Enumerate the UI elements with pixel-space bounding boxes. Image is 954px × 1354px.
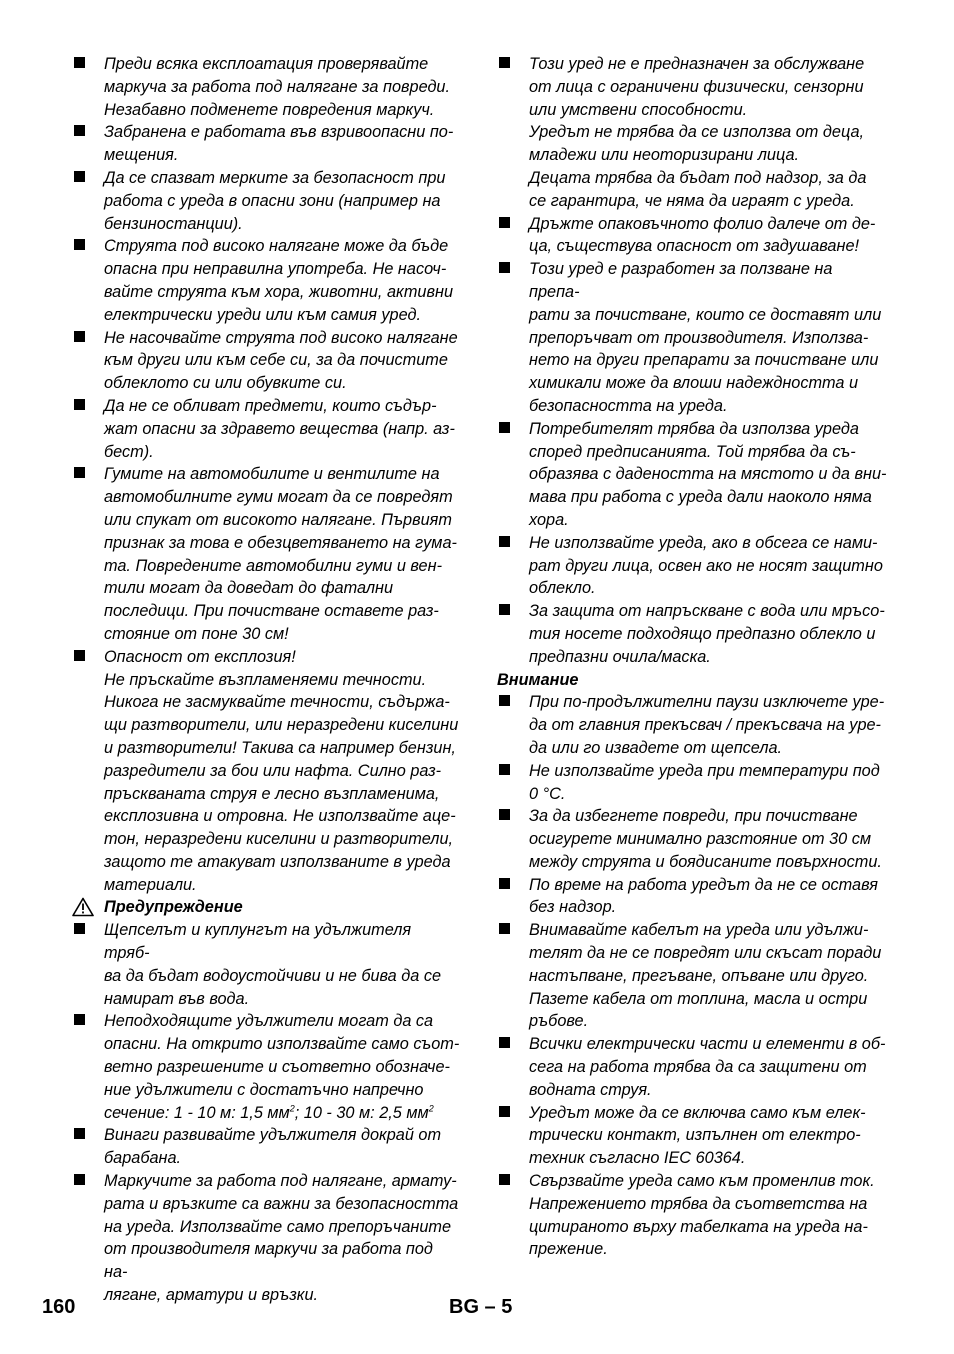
list-item bbox=[72, 1124, 460, 1170]
square-bullet-icon bbox=[74, 923, 85, 934]
square-bullet-icon bbox=[499, 422, 510, 433]
list-item bbox=[72, 1010, 460, 1124]
list-item-text: Внимавайте кабелът на уреда или удължи- телят да не се повредят или скъсат поради настъпване, прегъване, опъване или друго. Пазете кабела от топлина, масла и остри ръбове. bbox=[529, 921, 882, 1031]
list-item-text: Уредът може да се включва само към елек- трически контакт, изпълнен от електро- техник съгласно IEC 60364. bbox=[529, 1103, 866, 1168]
warning-heading: Предупреждение bbox=[104, 898, 243, 917]
square-bullet-icon bbox=[499, 878, 510, 889]
square-bullet-icon bbox=[74, 1128, 85, 1139]
list-item-text: Не насочвайте струята под високо налягане към други или към себе си, за да почистите облеклото си или обувките си. bbox=[104, 328, 458, 393]
list-item bbox=[497, 919, 887, 1033]
square-bullet-icon bbox=[74, 171, 85, 182]
list-item-text: Не използвайте уреда, ако в обсега се нами- рат други лица, освен ако не носят защитно облекло. bbox=[529, 533, 883, 598]
list-item-text: За да избегнете повреди, при почистване осигурете минимално разстояние от 30 см между струята и боядисаните повърхности. bbox=[529, 807, 882, 871]
list-item bbox=[497, 418, 887, 532]
list-item bbox=[72, 1170, 460, 1307]
list-item-text bbox=[104, 1010, 460, 1124]
list-item bbox=[497, 1102, 887, 1170]
square-bullet-icon bbox=[74, 650, 85, 661]
list-item-text: Свързвайте уреда само към променлив ток. Напрежението трябва да съответства на цитираното върху табелката на уреда на- прежение. bbox=[529, 1172, 875, 1259]
list-item-text: Всички електрически части и елементи в об- сега на работа трябва да са защитени от водната струя. bbox=[529, 1035, 886, 1099]
square-bullet-icon bbox=[499, 764, 510, 775]
square-bullet-icon bbox=[74, 125, 85, 136]
square-bullet-icon bbox=[74, 467, 85, 478]
list-item bbox=[72, 463, 460, 645]
list-item bbox=[72, 53, 460, 121]
list-item bbox=[72, 646, 460, 897]
list-item bbox=[497, 691, 887, 759]
list-item-text: Опасност от експлозия! Не пръскайте възпламеняеми течности. Никога не засмуквайте течности, съдържа- щи разтворители, или неразредени киселини и разтворители! Такива са например бензин, разредители за бои или нафта. Силно раз- пръскваната струя е лесно възпламенима, експлозивна и отровна. Не използвайте аце- тон, неразредени киселини и разтворители, защото те атакуват използваните в уреда материали. bbox=[104, 647, 459, 894]
square-bullet-icon bbox=[74, 57, 85, 68]
list-item-text: Потребителят трябва да използва уреда според предписанията. Той трябва да съ- образява с дадеността на мястото и да вни- мава при работа с уреда дали наоколо няма хора. bbox=[529, 419, 887, 529]
list-item bbox=[497, 874, 887, 920]
list-item bbox=[72, 919, 460, 1010]
list-item bbox=[497, 1170, 887, 1261]
section-page-label: BG – 5 bbox=[449, 1296, 513, 1318]
list-item-text: Струята под високо налягане може да бъде опасна при неправилна употреба. Не насоч- вайте струята към хора, животни, активни електрически уреди или към самия уред. bbox=[104, 237, 454, 324]
list-item bbox=[497, 760, 887, 806]
square-bullet-icon bbox=[499, 604, 510, 615]
list-item bbox=[497, 532, 887, 600]
list-item-text: Щепселът и куплунгът на удължителя тряб- ва да бъдат водоустойчиви и не бива да се намират във вода. bbox=[104, 921, 442, 1008]
square-bullet-icon bbox=[499, 1106, 510, 1117]
square-bullet-icon bbox=[499, 695, 510, 706]
list-item-text: Този уред е разработен за ползване на препа- рати за почистване, които се доставят или препоръчват от производителя. Използва- нето на други препарати за почистване или химикали може да влоши надеждността и безопасността на уреда. bbox=[529, 260, 882, 415]
list-item bbox=[497, 805, 887, 873]
square-bullet-icon bbox=[499, 809, 510, 820]
list-item-text: Преди всяка експлоатация проверявайте маркуча за работа под налягане за повреди. Незабавно подменете повредения маркуч. bbox=[104, 55, 451, 119]
square-bullet-icon bbox=[499, 923, 510, 934]
list-item-text: Маркучите за работа под налягане, армату- рата и връзките са важни за безопасността на уреда. Използвайте само препоръчаните от производителя маркучи за работа под на- лягане, арматури и връзки. bbox=[104, 1172, 459, 1305]
list-item bbox=[72, 235, 460, 326]
attention-heading: Внимание bbox=[497, 670, 579, 689]
square-bullet-icon bbox=[499, 217, 510, 228]
warning-triangle-icon bbox=[72, 897, 94, 917]
list-item-text: За защита от напръскване с вода или мръсо- тия носете подходящо предпазно облекло и предпазни очила/маска. bbox=[529, 602, 885, 666]
square-bullet-icon bbox=[499, 57, 510, 68]
page-number: 160 bbox=[42, 1296, 76, 1318]
superscript-2: 2 bbox=[289, 1103, 295, 1114]
square-bullet-icon bbox=[499, 1174, 510, 1185]
list-item-text: Дръжте опаковъчното фолио далече от де- ца, съществува опасност от задушаване! bbox=[529, 214, 876, 256]
square-bullet-icon bbox=[74, 399, 85, 410]
list-item-text: Винаги развивайте удължителя докрай от барабана. bbox=[104, 1126, 442, 1168]
list-item bbox=[72, 395, 460, 463]
square-bullet-icon bbox=[74, 331, 85, 342]
list-item bbox=[72, 121, 460, 167]
square-bullet-icon bbox=[74, 1014, 85, 1025]
extension-text-tail: ; 10 - 30 м: 2,5 мм bbox=[294, 1103, 429, 1122]
extension-text: Неподходящите удължители могат да са опасни. На открито използвайте само съот- ветно разрешените и съответно обозначе- ние удължители с достатъчно напречно сечение: 1 - 10 м: 1,5 мм bbox=[104, 1012, 460, 1122]
list-item bbox=[497, 258, 887, 418]
square-bullet-icon bbox=[74, 239, 85, 250]
list-item-text: Този уред не е предназначен за обслужване от лица с ограничени физически, сензорни или умствени способности. Уредът не трябва да се използва от деца, младежи или неоторизирани лица. Децата трябва да бъдат под надзор, за да се гарантира, че няма да играят с уреда. bbox=[529, 55, 867, 210]
list-item-text: По време на работа уредът да не се оставя без надзор. bbox=[529, 875, 878, 917]
list-item bbox=[497, 600, 887, 668]
list-item-text: Не използвайте уреда при температури под 0 °C. bbox=[529, 761, 880, 803]
list-item bbox=[497, 213, 887, 259]
superscript-2: 2 bbox=[428, 1103, 434, 1114]
list-item-text: Да не се обливат предмети, които съдър- жат опасни за здравето вещества (напр. аз- бест). bbox=[104, 396, 455, 461]
list-item bbox=[497, 1033, 887, 1101]
list-item-text: Забранена е работата във взривоопасни по- мещения. bbox=[104, 123, 454, 165]
square-bullet-icon bbox=[499, 536, 510, 547]
list-item-text: Да се спазват мерките за безопасност при работа с уреда в опасни зони (например на бензиностанции). bbox=[104, 168, 446, 233]
list-item bbox=[72, 327, 460, 395]
left-column bbox=[72, 53, 460, 1307]
right-column bbox=[497, 53, 887, 1261]
list-item bbox=[497, 53, 887, 213]
list-item bbox=[72, 167, 460, 235]
square-bullet-icon bbox=[499, 262, 510, 273]
list-item-text: Гумите на автомобилите и вентилите на автомобилните гуми могат да се повредят или спукат от високото налягане. Първият признак за това е обезцветяването на гума- та. Повредените автомобилни гуми и вен- тили могат да доведат до фатални последици. При почистване оставете раз- стояние от поне 30 см! bbox=[104, 465, 457, 643]
warning-heading-row bbox=[72, 896, 460, 919]
square-bullet-icon bbox=[499, 1037, 510, 1048]
square-bullet-icon bbox=[74, 1174, 85, 1185]
list-item-text: При по-продължителни паузи изключете уре- да от главния прекъсвач / прекъсвача на уре- да или го извадете от щепсела. bbox=[529, 693, 885, 757]
